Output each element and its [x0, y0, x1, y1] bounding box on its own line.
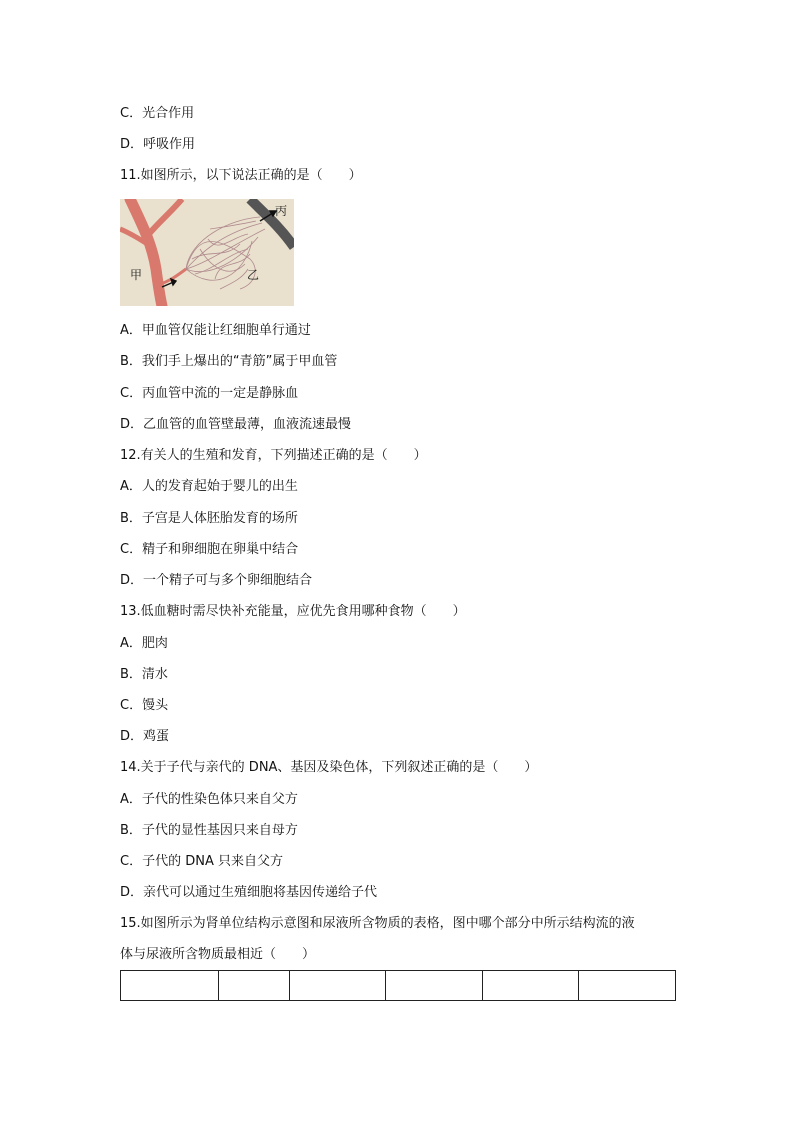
table-cell: [219, 971, 290, 1001]
blood-vessel-illustration: [120, 199, 294, 306]
table-cell: [579, 971, 676, 1001]
q12-option-b: B．子宫是人体胚胎发育的场所: [120, 511, 298, 526]
table-cell: [121, 971, 219, 1001]
q12-option-c: C．精子和卵细胞在卵巢中结合: [120, 542, 299, 557]
q10-option-d: D．呼吸作用: [120, 137, 196, 152]
urine-substance-table: [120, 970, 676, 1001]
q13-option-b: B．清水: [120, 667, 168, 682]
q10-option-c: C．光合作用: [120, 106, 195, 121]
artery-vessel: [130, 199, 162, 306]
q13-option-d: D．鸡蛋: [120, 729, 170, 744]
table-cell: [386, 971, 483, 1001]
blood-vessel-figure: [120, 199, 294, 306]
q12-stem: 12.有关人的生殖和发育，下列描述正确的是（ ）: [120, 448, 427, 463]
q13-option-c: C．馒头: [120, 698, 169, 713]
q14-option-a: A．子代的性染色体只来自父方: [120, 792, 298, 807]
q11-option-d: D．乙血管的血管壁最薄，血液流速最慢: [120, 417, 352, 432]
label-yi: 乙: [247, 268, 260, 282]
table-cell: [290, 971, 386, 1001]
label-bing: 丙: [275, 204, 288, 218]
q14-stem: 14.关于子代与亲代的 DNA、基因及染色体，下列叙述正确的是（ ）: [120, 760, 538, 775]
q14-option-b: B．子代的显性基因只来自母方: [120, 823, 298, 838]
artery-branch: [148, 199, 182, 235]
label-jia: 甲: [130, 268, 143, 282]
q11-option-a: A．甲血管仅能让红细胞单行通过: [120, 323, 311, 338]
q13-option-a: A．肥肉: [120, 636, 168, 651]
q13-stem: 13.低血糖时需尽快补充能量，应优先食用哪种食物（ ）: [120, 604, 466, 619]
q11-stem: 11.如图所示，以下说法正确的是（ ）: [120, 168, 362, 183]
table-cell: [483, 971, 579, 1001]
vein-vessel: [250, 199, 294, 247]
q14-option-c: C．子代的 DNA 只来自父方: [120, 854, 283, 869]
q14-option-d: D．亲代可以通过生殖细胞将基因传递给子代: [120, 885, 378, 900]
q12-option-a: A．人的发育起始于婴儿的出生: [120, 479, 298, 494]
q11-option-b: B．我们手上爆出的“青筋”属于甲血管: [120, 354, 338, 369]
q12-option-d: D．一个精子可与多个卵细胞结合: [120, 573, 313, 588]
table-row: [121, 971, 676, 1001]
q11-option-c: C．丙血管中流的一定是静脉血: [120, 386, 299, 401]
q15-stem-line2: 体与尿液所含物质最相近（ ）: [120, 947, 316, 962]
q15-stem-line1: 15.如图所示为肾单位结构示意图和尿液所含物质的表格，图中哪个部分中所示结构流的液: [120, 916, 635, 931]
